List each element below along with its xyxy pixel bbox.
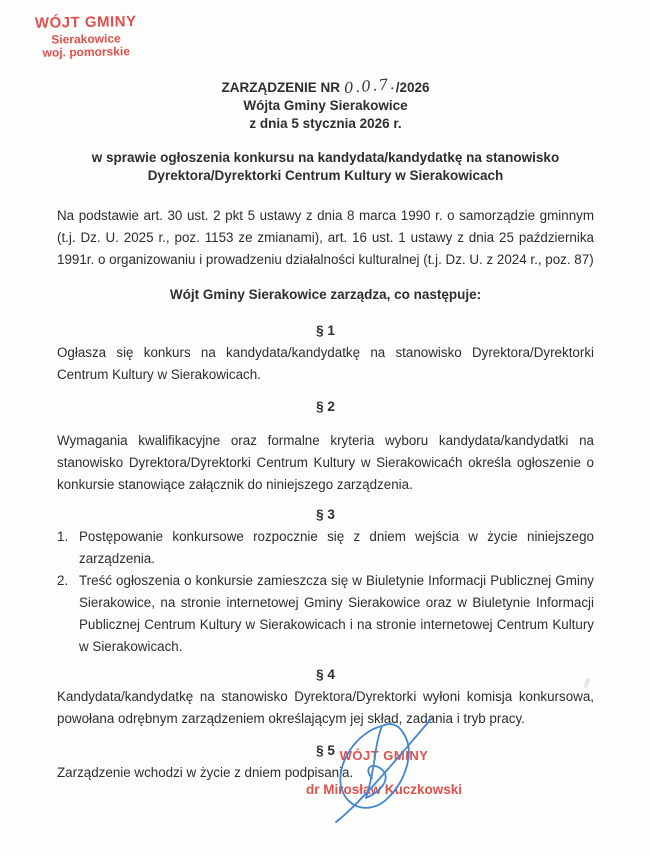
handwritten-number: 0.0.7. (342, 74, 397, 98)
section-3-item-2 (57, 570, 594, 658)
list-item-text: Postępowanie konkursowe rozpocznie się z dniem wejścia w życie niniejszego zarządzenia. (79, 529, 594, 566)
enacting-clause: Wójt Gminy Sierakowice zarządza, co następuje: (169, 287, 482, 302)
section-2-heading: § 2 (316, 399, 335, 414)
section-1-heading: § 1 (316, 323, 335, 338)
section-4-heading: § 4 (316, 667, 335, 682)
section-5-text: Zarządzenie wchodzi w życie z dniem podpisania. (57, 765, 354, 780)
section-5-heading: § 5 (316, 743, 335, 758)
section-3-heading: § 3 (316, 507, 335, 522)
section-3-item-1 (57, 526, 594, 570)
issuer-stamp (30, 14, 143, 60)
ordinance-number-suffix: /2026 (395, 80, 430, 95)
subject-block (57, 149, 594, 185)
section-4-text: Kandydata/kandydatkę na stanowisko Dyrektora/Dyrektorki wyłoni komisja konkursowa, powołana odrębnym zarządzeniem określającym jej skład, zadania i tryb pracy. (57, 689, 594, 726)
ordinance-number-line (57, 74, 594, 98)
list-item-number: 1. (57, 529, 69, 544)
issuer-stamp-municipality: Sierakowice (51, 30, 121, 47)
subject-line-2: Dyrektora/Dyrektorki Centrum Kultury w Sierakowicach (147, 168, 504, 183)
section-3-list (57, 526, 594, 658)
list-item-text: Treść ogłoszenia o konkursie zamieszcza się w Biuletynie Informacji Publicznej Gminy Sierakowice, na stronie internetowej Gminy Sierakowice oraz w Biuletynie Informacji Publicznej Centrum Kultury w Sierakowicach i na stronie internetowej Centrum Kultury w Sierakowicach. (79, 573, 594, 654)
ordinance-title-block (57, 74, 594, 133)
legal-basis: Na podstawie art. 30 ust. 2 pkt 5 ustawy z dnia 8 marca 1990 r. o samorządzie gminnym (t.j. Dz. U. 2025 r., poz. 1153 ze zmianami), art. 16 ust. 1 ustawy z dnia 25 października 1991r. o organizowaniu i prowadzeniu działalności kulturalnej (t.j. Dz. U. z 2024 r., poz. 87) (57, 208, 594, 267)
list-item-number: 2. (57, 573, 69, 588)
ordinance-number-prefix: ZARZĄDZENIE NR (221, 80, 344, 95)
signatory-name: dr Mirosław Kuczkowski (305, 782, 463, 797)
issuing-authority-line: Wójta Gminy Sierakowice (243, 98, 408, 113)
section-1-text: Ogłasza się konkurs na kandydata/kandydatkę na stanowisko Dyrektora/Dyrektorki Centrum Kultury w Sierakowicach. (57, 345, 594, 382)
issuer-stamp-voivodeship: woj. pomorskie (42, 43, 131, 60)
issuer-stamp-title: WÓJT GMINY (34, 13, 137, 32)
section-2-text: Wymagania kwalifikacyjne oraz formalne kryteria wyboru kandydata/kandydatki na stanowisko Dyrektora/Dyrektorki Centrum Kultury w Sierakowicaćh określa ogłoszenie o konkursie stanowiące załącznik do niniejszego zarządzenia. (57, 433, 594, 492)
signatory-title: WÓJT GMINY (339, 748, 429, 763)
signature-block (278, 748, 490, 797)
subject-line-1: w sprawie ogłoszenia konkursu na kandydata/kandydatkę na stanowisko (91, 150, 560, 165)
issue-date-line: z dnia 5 stycznia 2026 r. (249, 116, 402, 131)
